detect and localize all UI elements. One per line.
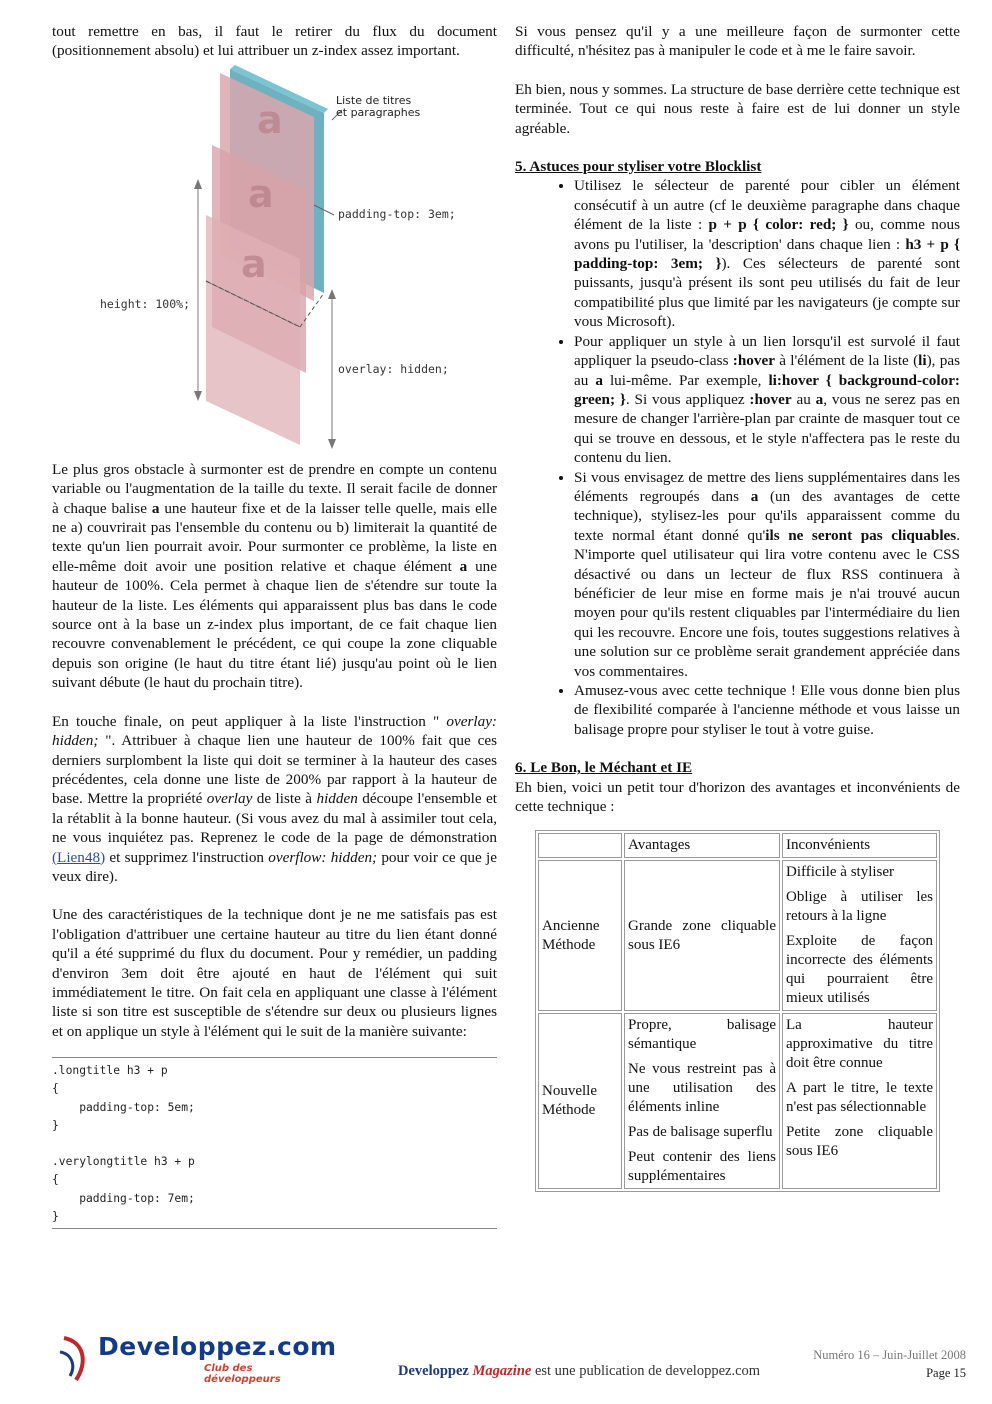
- cell-new-advantages: Propre, balisage sémantique Ne vous restreint pas à une utilisation des éléments inline Pas de balisage superflu Peut contenir des liens supplémentaires: [624, 1013, 780, 1189]
- label-overlay: overlay: hidden;: [338, 361, 449, 376]
- code-block: .longtitle h3 + p { padding-top: 5em; } .verylongtitle h3 + p { padding-top: 7em; }: [52, 1057, 497, 1229]
- tips-list: [515, 176, 960, 739]
- lien48-link[interactable]: (Lien48): [52, 848, 106, 866]
- right-column: [515, 22, 960, 1192]
- table-row: [538, 860, 937, 1011]
- height-arrow-up: [194, 179, 202, 189]
- page-footer: [0, 1330, 992, 1400]
- publication-line: Developpez Magazine est une publication de developpez.com: [398, 1363, 761, 1379]
- list-item: • Utilisez le sélecteur de parenté pour cibler un élément consécutif à un autre (cf le deuxième paragraphe dans chaque élément de la liste : p + p { color: red; } ou, comme nous avons pu l'utiliser, la 'description' dans chaque lien : h3 + p { padding-top: 3em; }). Ces sélecteurs de parenté sont puissants, jusqu'à présent ils sont peu utilisés du fait de leur compatibilité plus que limité par les navigateurs (je compte sur vous Microsoft).: [574, 176, 960, 331]
- column-header-advantages: Avantages: [624, 833, 780, 858]
- paragraph-overlay: En touche finale, on peut appliquer à la liste l'instruction " overlay: hidden; ". Attribuer à chaque lien une hauteur de 100% fait que ces derniers surplombent la liste qui doit se terminer à la hauteur des cases précédentes, cela donne une liste de 200% par rapport à la hauteur de base. Mettre la propriété overlay de liste à hidden découpe l'ensemble et la rétablit à la bonne hauteur. (Si vous avez du mal à assimiler tout cela, ne vous inquiétez pas. Reprenez le code de la page de démonstration (Lien48) et supprimez l'instruction overflow: hidden; pour voir ce que je veux dire).: [52, 712, 498, 885]
- paragraph-padding: Une des caractéristiques de la technique dont je ne me satisfais pas est l'obligation d'attribuer une certaine hauteur au titre du lien étant donné qu'il a été supprimé du flux du document. Pour y remédier, un padding d'environ 3em doit être ajouté en haut de l'élément qui suit immédiatement le titre. On fait cela en appliquant une classe à l'élément liste si son titre est susceptible de s'étendre sur deux ou plusieurs lignes et on applique un style à l'élément qui le suit de la manière suivante:: [52, 906, 497, 1040]
- section-heading-6: 6. Le Bon, le Méchant et IE: [515, 759, 693, 777]
- paragraph-structure-done: Eh bien, nous y sommes. La structure de base derrière cette technique est terminée. Tout ce qui nous reste à faire est de lui donner un style agréable.: [515, 80, 960, 137]
- list-item: • Amusez-vous avec cette technique ! Elle vous donne bien plus de flexibilité comparée à l'ancienne méthode et vous laisse un balisage propre pour styliser le tout à votre guise.: [574, 681, 960, 739]
- paragraph-overview: Eh bien, voici un petit tour d'horizon des avantages et inconvénients de cette technique :: [515, 778, 960, 816]
- logo-wordmark: Developpez.com: [98, 1332, 337, 1361]
- cell-new-drawbacks: La hauteur approximative du titre doit être connue A part le titre, le texte n'est pas sélectionnable Petite zone cliquable sous IE6: [782, 1013, 937, 1189]
- cell-old-drawbacks: Difficile à styliser Oblige à utiliser les retours à la ligne Exploite de façon incorrecte des éléments qui pourraient être mieux utilisés: [782, 860, 937, 1011]
- developpez-logo: [54, 1332, 337, 1385]
- label-padding-top: padding-top: 3em;: [338, 206, 456, 221]
- row-label-old: Ancienne Méthode: [538, 860, 622, 1011]
- comparison-table: [535, 830, 940, 1192]
- table-row: [538, 1013, 937, 1189]
- paragraph-obstacle: Le plus gros obstacle à surmonter est de prendre en compte un contenu variable ou l'augmentation de la taille du texte. Il serait facile de donner à chaque balise a une hauteur fixe et de la laisser telle quelle, mais elle ne a) couvrirait pas l'ensemble du contenu ou b) limiterait la quantité de texte qu'un lien pourrait avoir. Pour surmonter ce problème, la liste en elle-même doit avoir une position relative et chaque élément a une hauteur de 100%. Cela permet à chaque lien de s'étendre sur toute la hauteur de la liste. Les éléments qui apparaissent plus bas dans le code source ont à la base un z-index plus important, de ce fait chaque lien recouvre convenablement le précédent, ce qui coupe la zone cliquable depuis son origine (le haut du titre étant lié) jusqu'au point où le lien suivant débute (le haut du prochain titre).: [52, 460, 498, 692]
- intro-paragraph: tout remettre en bas, il faut le retirer du flux du document (positionnement absolu) et lui attribuer un z-index assez important.: [52, 23, 497, 60]
- panel-3-letter: a: [241, 241, 267, 286]
- logo-tagline: Club des développeurs: [204, 1363, 281, 1385]
- diagram-illustration: [52, 65, 497, 460]
- page-number: Page 15: [926, 1366, 966, 1380]
- logo-swirl-icon: [54, 1332, 98, 1384]
- left-column: [52, 22, 497, 1229]
- section-heading-5: 5. Astuces pour styliser votre Blocklist: [515, 158, 762, 176]
- column-header-drawbacks: Inconvénients: [782, 833, 937, 858]
- panel-2-letter: a: [248, 171, 274, 216]
- blocklist-diagram: [52, 65, 497, 460]
- list-item: • Pour appliquer un style à un lien lorsqu'il est survolé il faut appliquer la pseudo-class :hover à l'élément de la liste (li), pas au a lui-même. Par exemple, li:hover { background-color: green; }. Si vous appliquez :hover au a, vous ne serez pas en mesure de changer l'arrière-plan par crainte de masquer tout ce qui se trouve en dessous, et le style n'affectera pas le reste du contenu du lien.: [574, 332, 960, 468]
- list-item: • Si vous envisagez de mettre des liens supplémentaires dans les éléments regroupés dans a (un des avantages de cette technique), stylisez-les pour qu'ils apparaissent comme du texte normal étant donné qu'ils ne seront pas cliquables. N'importe quel utilisateur qui lira votre contenu avec le CSS désactivé ou dans un lecteur de flux RSS continuera à bénéficier de leur mise en forme mais je n'ai trouvé aucun moyen pour qu'ils restent cliquables par l'intermédiaire du lien qui les recouvre. Encore une fois, toutes suggestions relatives à une solution sur ce problème serait grandement appréciée dans vos commentaires.: [574, 468, 960, 681]
- cell-old-advantages: Grande zone cliquable sous IE6: [624, 860, 780, 1011]
- overlay-arrow-down: [328, 439, 336, 449]
- height-arrow-down: [194, 391, 202, 401]
- panel-1-letter: a: [257, 97, 283, 142]
- paragraph-better-way: Si vous pensez qu'il y a une meilleure façon de surmonter cette difficulté, n'hésitez pas à manipuler le code et à me le faire savoir.: [515, 23, 960, 60]
- table-corner-cell: [538, 833, 622, 858]
- issue-number: Numéro 16 – Juin-Juillet 2008: [813, 1348, 966, 1362]
- overlay-arrow-up: [328, 289, 336, 299]
- label-list-titles: Liste de titres et paragraphes: [336, 93, 421, 119]
- label-height: height: 100%;: [100, 296, 191, 311]
- row-label-new: Nouvelle Méthode: [538, 1013, 622, 1189]
- table-header-row: [538, 833, 937, 858]
